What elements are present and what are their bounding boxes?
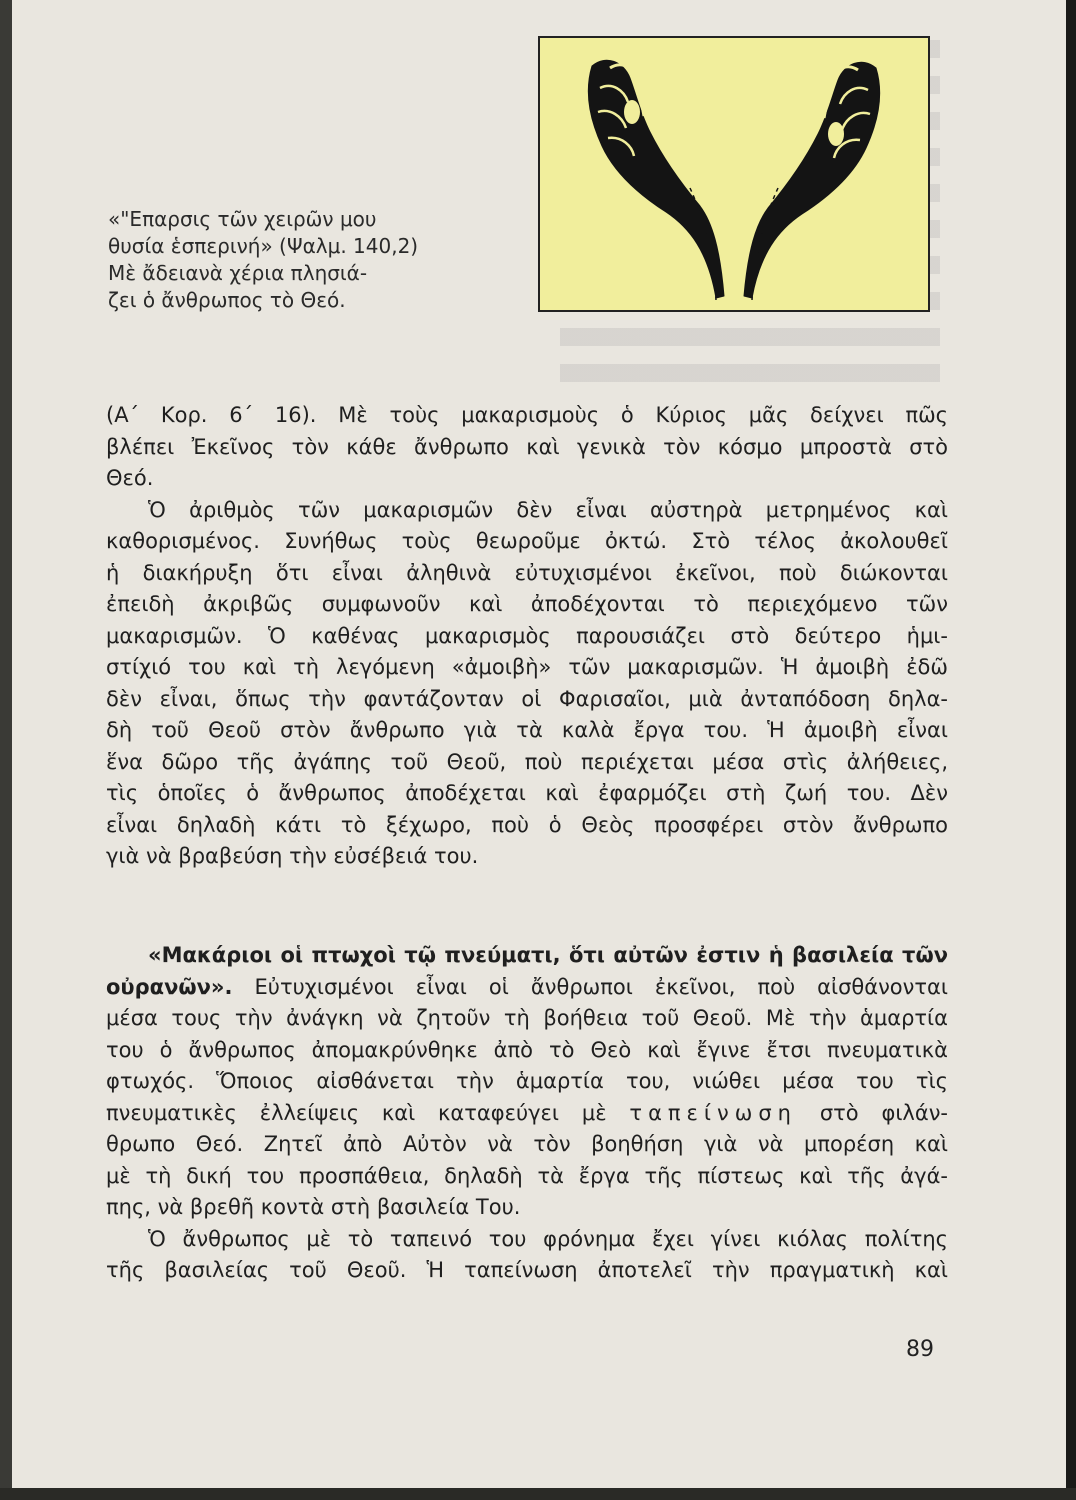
caption-line: θυσία ἑσπερινή» (Ψαλμ. 140,2) <box>108 234 419 258</box>
text-line: δὴ τοῦ Θεοῦ στὸν ἄνθρωπο γιὰ τὰ καλὰ ἔργα του. Ἡ ἀμοιβὴ εἶναι <box>106 718 948 742</box>
text-line <box>106 1098 948 1130</box>
spaced-emphasis: ταπείνωση <box>629 1100 797 1125</box>
text-line: καθορισμένος. Συνήθως τοὺς θεωροῦμε ὀκτώ. Στὸ τέλος ἀκολουθεῖ <box>106 529 948 553</box>
text-span: Εὐτυχισμένοι εἶναι οἱ ἄνθρωποι ἐκεῖνοι, ποὺ αἰσθάνονται <box>254 974 948 999</box>
text-line: μέσα τους τὴν ἀνάγκη νὰ ζητοῦν τὴ βοήθεια τοῦ Θεοῦ. Μὲ τὴν ἁμαρτία <box>106 1006 948 1030</box>
text-line: Θεό. <box>106 466 154 490</box>
text-line: μὲ τὴ δική του προσπάθεια, δηλαδὴ τὰ ἔργα τῆς πίστεως καὶ τῆς ἀγά- <box>106 1163 948 1188</box>
page-number: 89 <box>906 1337 934 1362</box>
text-line: Ὁ ἀριθμὸς τῶν μακαρισμῶν δὲν εἶναι αὐστηρὰ μετρημένος καὶ <box>148 497 948 522</box>
text-line: του ὁ ἄνθρωπος ἀπομακρύνθηκε ἀπὸ τὸ Θεὸ καὶ ἔγινε ἔτσι πνευματικὰ <box>106 1037 948 1062</box>
paragraph-intro <box>106 400 948 873</box>
text-line: Ὁ ἄνθρωπος μὲ τὸ ταπεινό του φρόνημα ἔχει γίνει κιόλας πολίτης <box>148 1226 948 1251</box>
text-line: γιὰ νὰ βραβεύση τὴν εὐσέβειά του. <box>106 844 479 868</box>
left-binding-edge <box>0 0 12 1500</box>
text-line <box>106 972 948 1004</box>
beatitude-quote: «Μακάριοι οἱ πτωχοὶ τῷ πνεύματι, ὅτι αὐτῶν ἐστιν ἡ βασιλεία τῶν <box>148 943 948 967</box>
text-line: τῆς βασιλείας τοῦ Θεοῦ. Ἡ ταπείνωση ἀποτελεῖ τὴν πραγματικὴ καὶ <box>106 1258 948 1282</box>
caption-line: Μὲ ἄδειανὰ χέρια πλησιά- <box>108 261 368 285</box>
text-line: φτωχός. Ὅποιος αἰσθάνεται τὴν ἁμαρτία του, νιώθει μέσα του τὶς <box>106 1069 948 1093</box>
text-line <box>106 940 948 972</box>
praying-hands-icon <box>540 38 928 310</box>
text-line: ἡ διακήρυξη ὅτι εἶναι ἀληθινὰ εὐτυχισμένοι ἐκεῖνοι, ποὺ διώκονται <box>106 560 948 585</box>
text-line: (Α΄ Κορ. 6΄ 16). Μὲ τοὺς μακαρισμοὺς ὁ Κύριος μᾶς δείχνει πῶς <box>106 403 948 427</box>
text-line: τὶς ὁποῖες ὁ ἄνθρωπος ἀποδέχεται καὶ ἐφαρμόζει στὴ ζωή του. Δὲν <box>106 781 948 805</box>
beatitude-quote-end: οὐρανῶν». <box>106 974 233 999</box>
text-line: εἶναι δηλαδὴ κάτι τὸ ξέχωρο, ποὺ ὁ Θεὸς προσφέρει στὸν ἄνθρωπο <box>106 812 948 837</box>
text-line: στίχιό του καὶ τὴ λεγόμενη «ἀμοιβὴ» τῶν μακαρισμῶν. Ἡ ἀμοιβὴ ἐδῶ <box>106 655 948 679</box>
bottom-edge <box>0 1488 1076 1500</box>
illustration-caption <box>108 206 438 314</box>
text-line: ἐπειδὴ ἀκριβῶς συμφωνοῦν καὶ ἀποδέχονται τὸ περιεχόμενο τῶν <box>106 592 948 616</box>
text-line: δὲν εἶναι, ὅπως τὴν φαντάζονταν οἱ Φαρισαῖοι, μιὰ ἀνταπόδοση δηλα- <box>106 686 948 711</box>
text-line: θρωπο Θεό. Ζητεῖ ἀπὸ Αὐτὸν νὰ τὸν βοηθήση γιὰ νὰ μπορέση καὶ <box>106 1132 948 1156</box>
text-line: ἕνα δῶρο τῆς ἀγάπης τοῦ Θεοῦ, ποὺ περιέχεται μέσα στὶς ἀλήθειες, <box>106 749 948 774</box>
caption-line: «"Επαρσις τῶν χειρῶν μου <box>108 207 377 231</box>
text-line: μακαρισμῶν. Ὁ καθένας μακαρισμὸς παρουσιάζει στὸ δεύτερο ἡμι- <box>106 623 948 648</box>
text-span: στὸ φιλάν- <box>819 1100 948 1125</box>
right-binding-edge <box>1066 0 1076 1500</box>
text-line: βλέπει Ἐκεῖνος τὸν κάθε ἄνθρωπο καὶ γενικὰ τὸν κόσμο μπροστὰ στὸ <box>106 434 948 459</box>
paragraph-beatitude <box>106 940 948 1287</box>
caption-line: ζει ὁ ἄνθρωπος τὸ Θεό. <box>108 288 346 312</box>
text-span: πνευματικὲς ἐλλείψεις καὶ καταφεύγει μὲ <box>106 1100 607 1125</box>
praying-hands-illustration <box>538 36 930 312</box>
text-line: πης, νὰ βρεθῆ κοντὰ στὴ βασιλεία Του. <box>106 1195 521 1219</box>
